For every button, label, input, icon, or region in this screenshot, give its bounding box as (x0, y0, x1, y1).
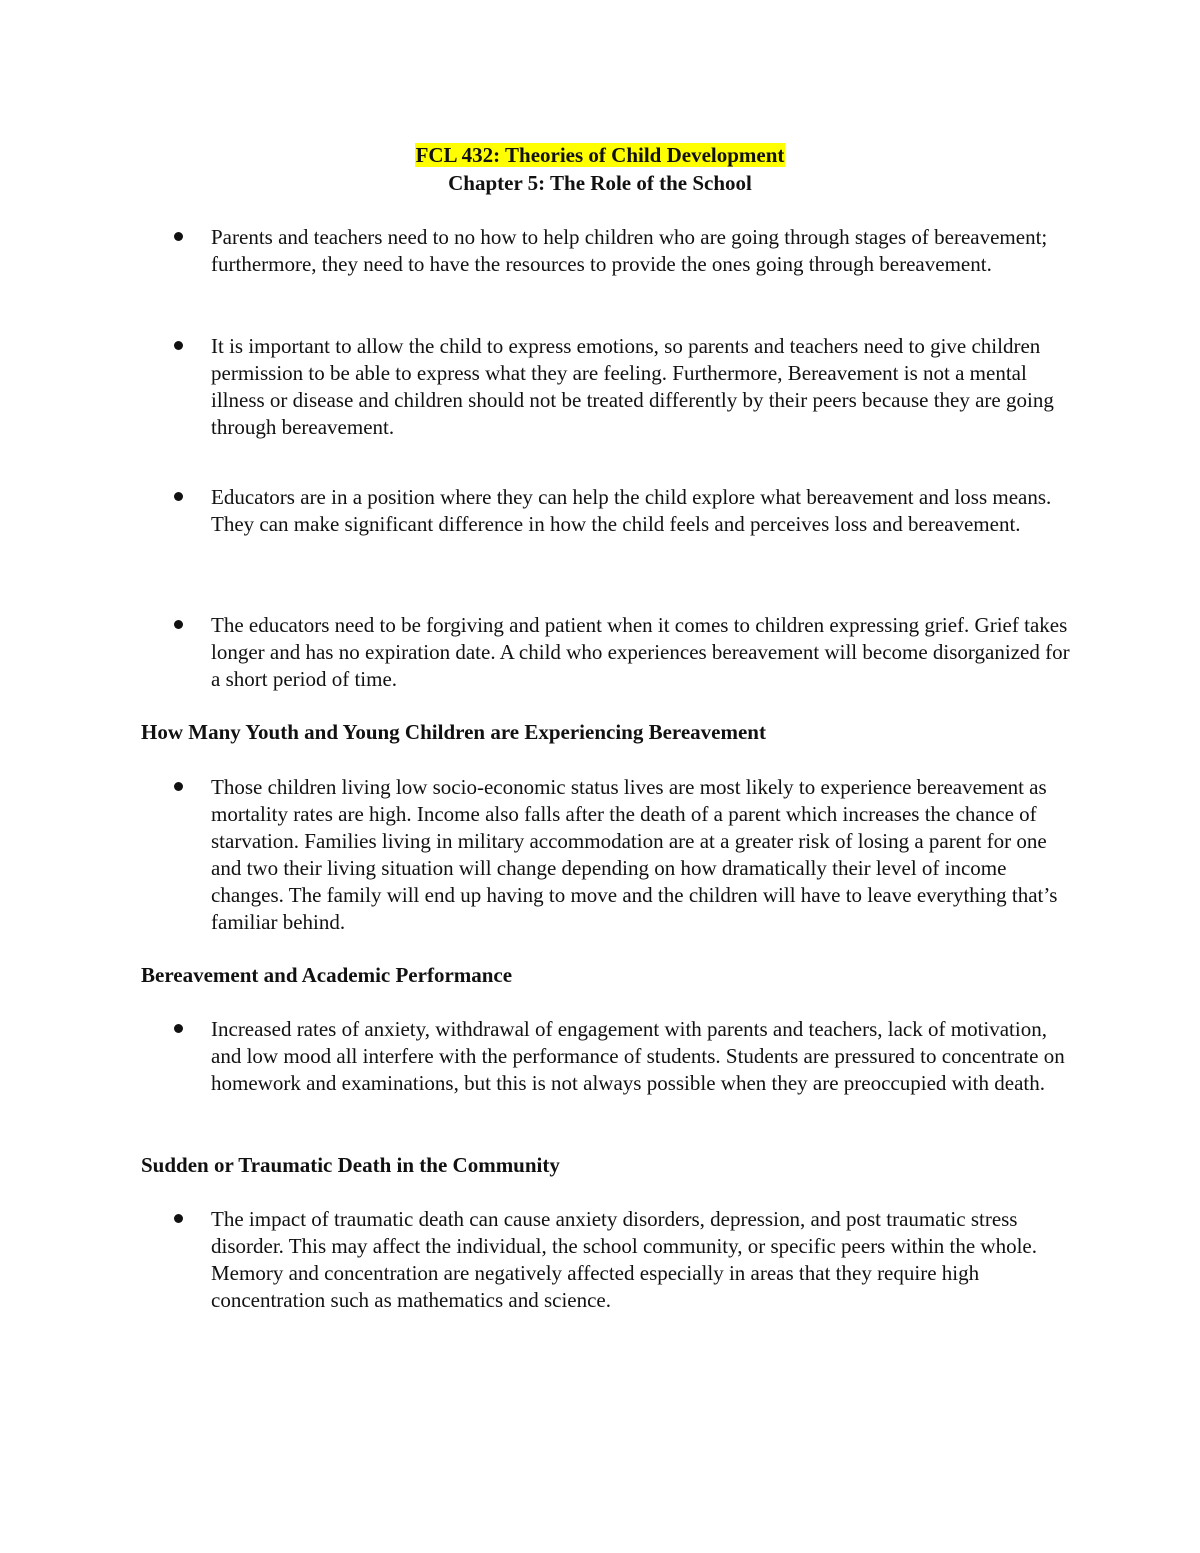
bullet-icon (174, 341, 183, 350)
list-item (211, 612, 1081, 693)
document-title: FCL 432: Theories of Child Development (415, 143, 785, 167)
list-item (211, 333, 1081, 441)
title-block (0, 141, 1200, 197)
list-item (211, 1206, 1081, 1314)
section-heading: How Many Youth and Young Children are Experiencing Bereavement (141, 720, 766, 744)
list-item-text: Increased rates of anxiety, withdrawal of engagement with parents and teachers, lack of motivation, and low mood all interfere with the performance of students. Students are pressured to concentrate on homework and examinations, but this is not always possible when they are preoccupied with death. (211, 1017, 1065, 1095)
section-heading: Sudden or Traumatic Death in the Community (141, 1153, 560, 1177)
list-item (211, 774, 1081, 936)
list-item-text: Parents and teachers need to no how to help children who are going through stages of bereavement; furthermore, they need to have the resources to provide the ones going through bereavement. (211, 225, 1048, 276)
list-item-text: The educators need to be forgiving and patient when it comes to children expressing grief. Grief takes longer and has no expiration date. A child who experiences bereavement will become disorganized for a short period of time. (211, 613, 1070, 691)
list-item-text: The impact of traumatic death can cause anxiety disorders, depression, and post traumatic stress disorder. This may affect the individual, the school community, or specific peers within the whole. Memory and concentration are negatively affected especially in areas that they require high concentration such as mathematics and science. (211, 1207, 1038, 1312)
bullet-icon (174, 1214, 183, 1223)
list-item-text: Those children living low socio-economic status lives are most likely to experience bereavement as mortality rates are high. Income also falls after the death of a parent which increases the chance of starvation. Families living in military accommodation are at a greater risk of losing a parent for one and two their living situation will change depending on how dramatically their level of income changes. The family will end up having to move and the children will have to leave everything that’s familiar behind. (211, 775, 1058, 934)
list-item (211, 224, 1081, 278)
bullet-icon (174, 1024, 183, 1033)
list-item-text: Educators are in a position where they can help the child explore what bereavement and loss means. They can make significant difference in how the child feels and perceives loss and bereavement. (211, 485, 1052, 536)
document-subtitle: Chapter 5: The Role of the School (448, 171, 752, 195)
bullet-icon (174, 782, 183, 791)
bullet-icon (174, 232, 183, 241)
list-item (211, 1016, 1081, 1097)
document-title-line (0, 141, 1200, 169)
list-item-text: It is important to allow the child to express emotions, so parents and teachers need to give children permission to be able to express what they are feeling. Furthermore, Bereavement is not a mental illness or disease and children should not be treated differently by their peers because they are going through bereavement. (211, 334, 1054, 439)
bullet-icon (174, 492, 183, 501)
bullet-icon (174, 620, 183, 629)
section-heading: Bereavement and Academic Performance (141, 963, 513, 987)
list-item (211, 484, 1081, 538)
